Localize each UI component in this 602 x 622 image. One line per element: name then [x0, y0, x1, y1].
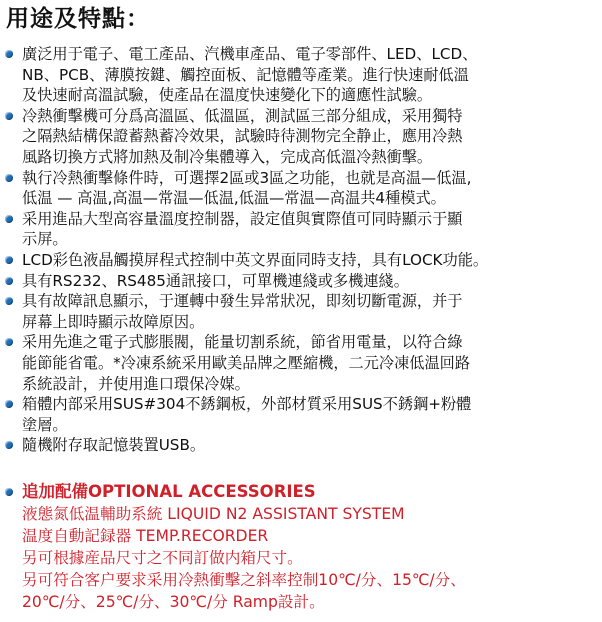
feature-line: 執行冷熱衝擊條件時，可選擇2區或3區之功能，也就是高温—低温, — [22, 168, 472, 187]
bullet-icon — [5, 297, 13, 305]
feature-line: 屏幕上即時顯示故障原因。 — [22, 312, 205, 331]
feature-item — [0, 250, 602, 271]
feature-line: 箱體内部采用SUS#304不銹鋼板，外部材質采用SUS不銹鋼+粉體 — [22, 395, 472, 414]
feature-line: 風路切換方式將加熱及制冷集體導入，完成高低溫冷熱衝擊。 — [22, 147, 433, 166]
accessory-line: 另可根據産品尺寸之不同訂做内箱尺寸。 — [22, 549, 303, 567]
bullet-icon — [5, 256, 13, 264]
feature-item — [0, 168, 602, 209]
feature-line: 采用先進之電子式膨脹閥，能量切割系統，節省用電量，以符合綠 — [22, 333, 463, 352]
feature-list — [0, 44, 602, 456]
feature-line: 示屏。 — [22, 230, 68, 249]
feature-line: 塗層。 — [22, 415, 68, 434]
bullet-icon — [5, 215, 13, 223]
feature-item — [0, 291, 602, 332]
feature-item — [0, 44, 602, 106]
feature-item — [0, 332, 602, 394]
feature-line: 及快速耐高溫試驗，使產品在溫度快速變化下的適應性試驗。 — [22, 86, 433, 105]
feature-line: 系統設計，并使用進口環保冷媒。 — [22, 374, 250, 393]
accessory-line: 液態氮低温輔助系統 LIQUID N2 ASSISTANT SYSTEM — [22, 505, 405, 523]
feature-line: 隨機附存取記憶裝置USB。 — [22, 436, 206, 455]
feature-item — [0, 271, 602, 292]
feature-line: 具有故障訊息顯示，于運轉中發生异常狀况，即刻切斷電源，并于 — [22, 292, 463, 311]
feature-item — [0, 106, 602, 168]
optional-accessories-section — [0, 481, 602, 613]
feature-line: LCD彩色液晶觸摸屏程式控制中英文界面同時支持，具有LOCK功能。 — [22, 250, 489, 269]
bullet-icon — [5, 488, 13, 496]
bullet-icon — [5, 441, 13, 449]
accessory-line: 20℃/分、25℃/分、30℃/分 Ramp設計。 — [22, 593, 325, 611]
feature-item — [0, 394, 602, 435]
accessory-line: 温度自動記録器 TEMP.RECORDER — [22, 527, 269, 545]
feature-item — [0, 209, 602, 250]
feature-line: 冷熱衝擊機可分爲高溫區、低溫區，測試區三部分組成，采用獨特 — [22, 106, 463, 125]
feature-item — [0, 435, 602, 456]
feature-line: 低温 — 高温,高温—常温—低温,低温—常温—高温共4種模式。 — [22, 189, 446, 208]
bullet-icon — [5, 112, 13, 120]
feature-line: 采用進品大型高容量溫度控制器，設定值與實際值可同時顯示于顯 — [22, 209, 463, 228]
feature-line: 能節能省電。*冷凍系統采用歐美品牌之壓縮機，二元冷凍低温回路 — [22, 353, 471, 372]
feature-line: 廣泛用于電子、電工產品、汽機車產品、電子零部件、LED、LCD、 — [22, 45, 478, 63]
feature-line: NB、PCB、薄膜按鍵、觸控面板、記憶體等產業。進行快速耐低溫 — [22, 65, 469, 84]
page-title: 用途及特點： — [6, 6, 150, 32]
bullet-icon — [5, 400, 13, 408]
feature-line: 之隔熱結構保證蓄熱蓄冷效果，試驗時待測物完全静止，應用冷熱 — [22, 127, 463, 146]
feature-line: 具有RS232、RS485通訊接口，可單機連綫或多機連綫。 — [22, 271, 409, 290]
accessories-heading: 追加配備OPTIONAL ACCESSORIES — [22, 482, 316, 501]
bullet-icon — [5, 174, 13, 182]
bullet-icon — [5, 277, 13, 285]
accessory-line: 另可符合客户要求采用冷熱衝擊之斜率控制10℃/分、15℃/分、 — [22, 571, 466, 589]
bullet-icon — [5, 50, 13, 58]
bullet-icon — [5, 338, 13, 346]
